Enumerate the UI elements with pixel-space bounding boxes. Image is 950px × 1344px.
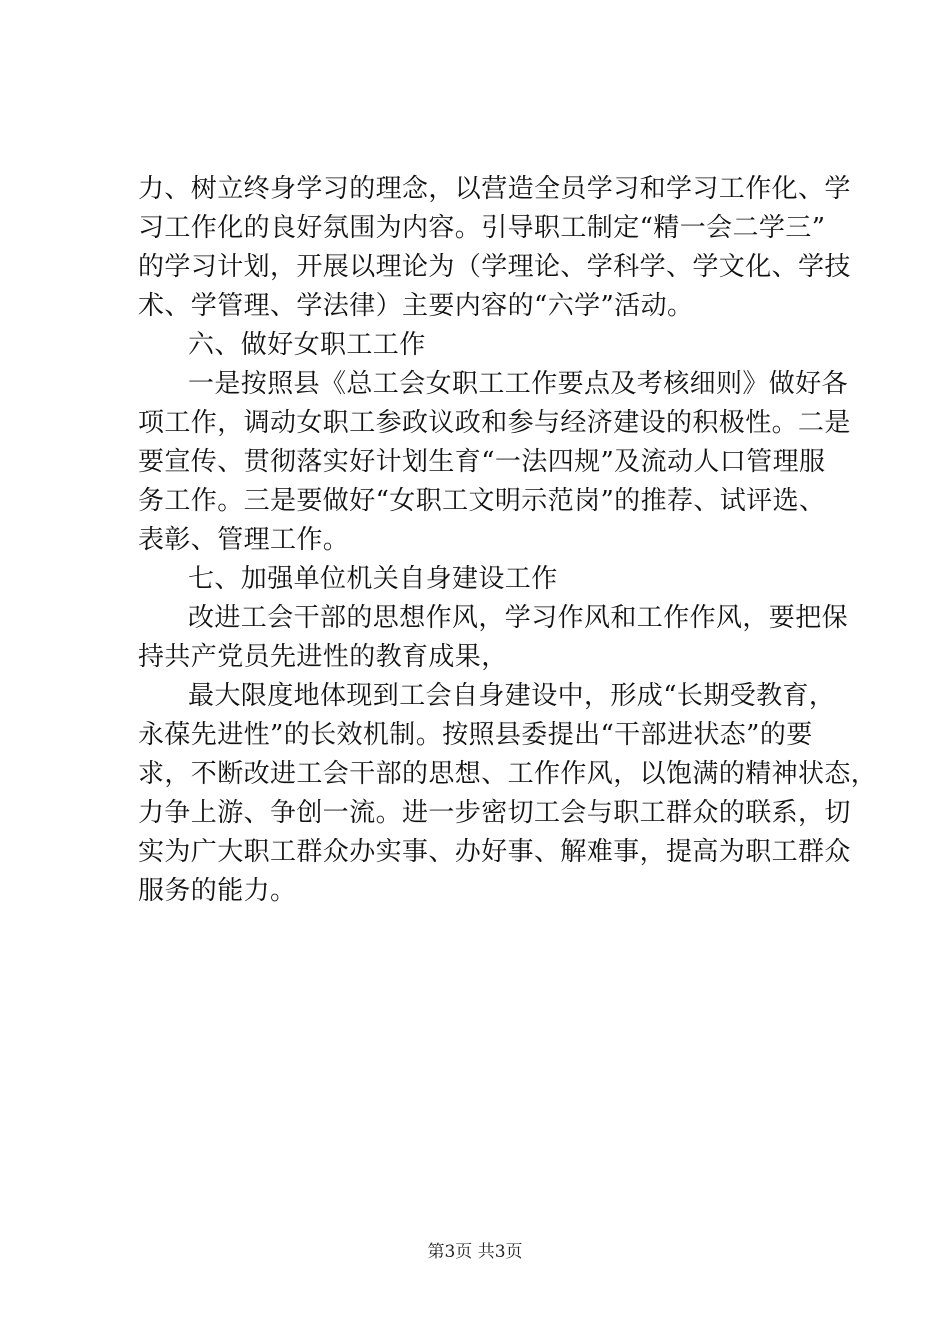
text-line: 永葆先进性”的长效机制。按照县委提出“干部进状态”的要: [138, 720, 813, 750]
text-line: 实为广大职工群众办实事、办好事、解难事，提高为职工群众: [138, 837, 851, 867]
text-line: 的学习计划，开展以理论为（学理论、学科学、学文化、学技: [138, 252, 851, 282]
text-line: 一是按照县《总工会女职工工作要点及考核细则》做好各: [188, 369, 849, 399]
text-line: 七、加强单位机关自身建设工作: [188, 564, 558, 594]
text-line: 六、做好女职工工作: [188, 330, 426, 360]
text-line: 最大限度地体现到工会自身建设中，形成“长期受教育，: [188, 681, 836, 711]
text-line: 改进工会干部的思想作风，学习作风和工作作风，要把保: [188, 603, 849, 633]
text-line: 要宣传、贯彻落实好计划生育“一法四规”及流动人口管理服: [138, 447, 826, 477]
text-line: 力、树立终身学习的理念，以营造全员学习和学习工作化、学: [138, 174, 851, 204]
text-line: 表彰、管理工作。: [138, 525, 350, 555]
text-line: 习工作化的良好氛围为内容。引导职工制定“精一会二学三”: [138, 213, 826, 243]
text-line: 术、学管理、学法律）主要内容的“六学”活动。: [138, 291, 694, 321]
text-line: 务工作。三是要做好“女职工文明示范岗”的推荐、试评选、: [138, 486, 826, 516]
document-body: [138, 170, 878, 911]
text-line: 服务的能力。: [138, 876, 297, 906]
text-line: 力争上游、争创一流。进一步密切工会与职工群众的联系，切: [138, 798, 851, 828]
text-line: 持共产党员先进性的教育成果，: [138, 642, 508, 672]
page-footer: 第3页 共3页: [427, 1242, 523, 1262]
text-line: 求，不断改进工会干部的思想、工作作风，以饱满的精神状态，: [138, 759, 878, 789]
text-line: 项工作，调动女职工参政议政和参与经济建设的积极性。二是: [138, 408, 851, 438]
